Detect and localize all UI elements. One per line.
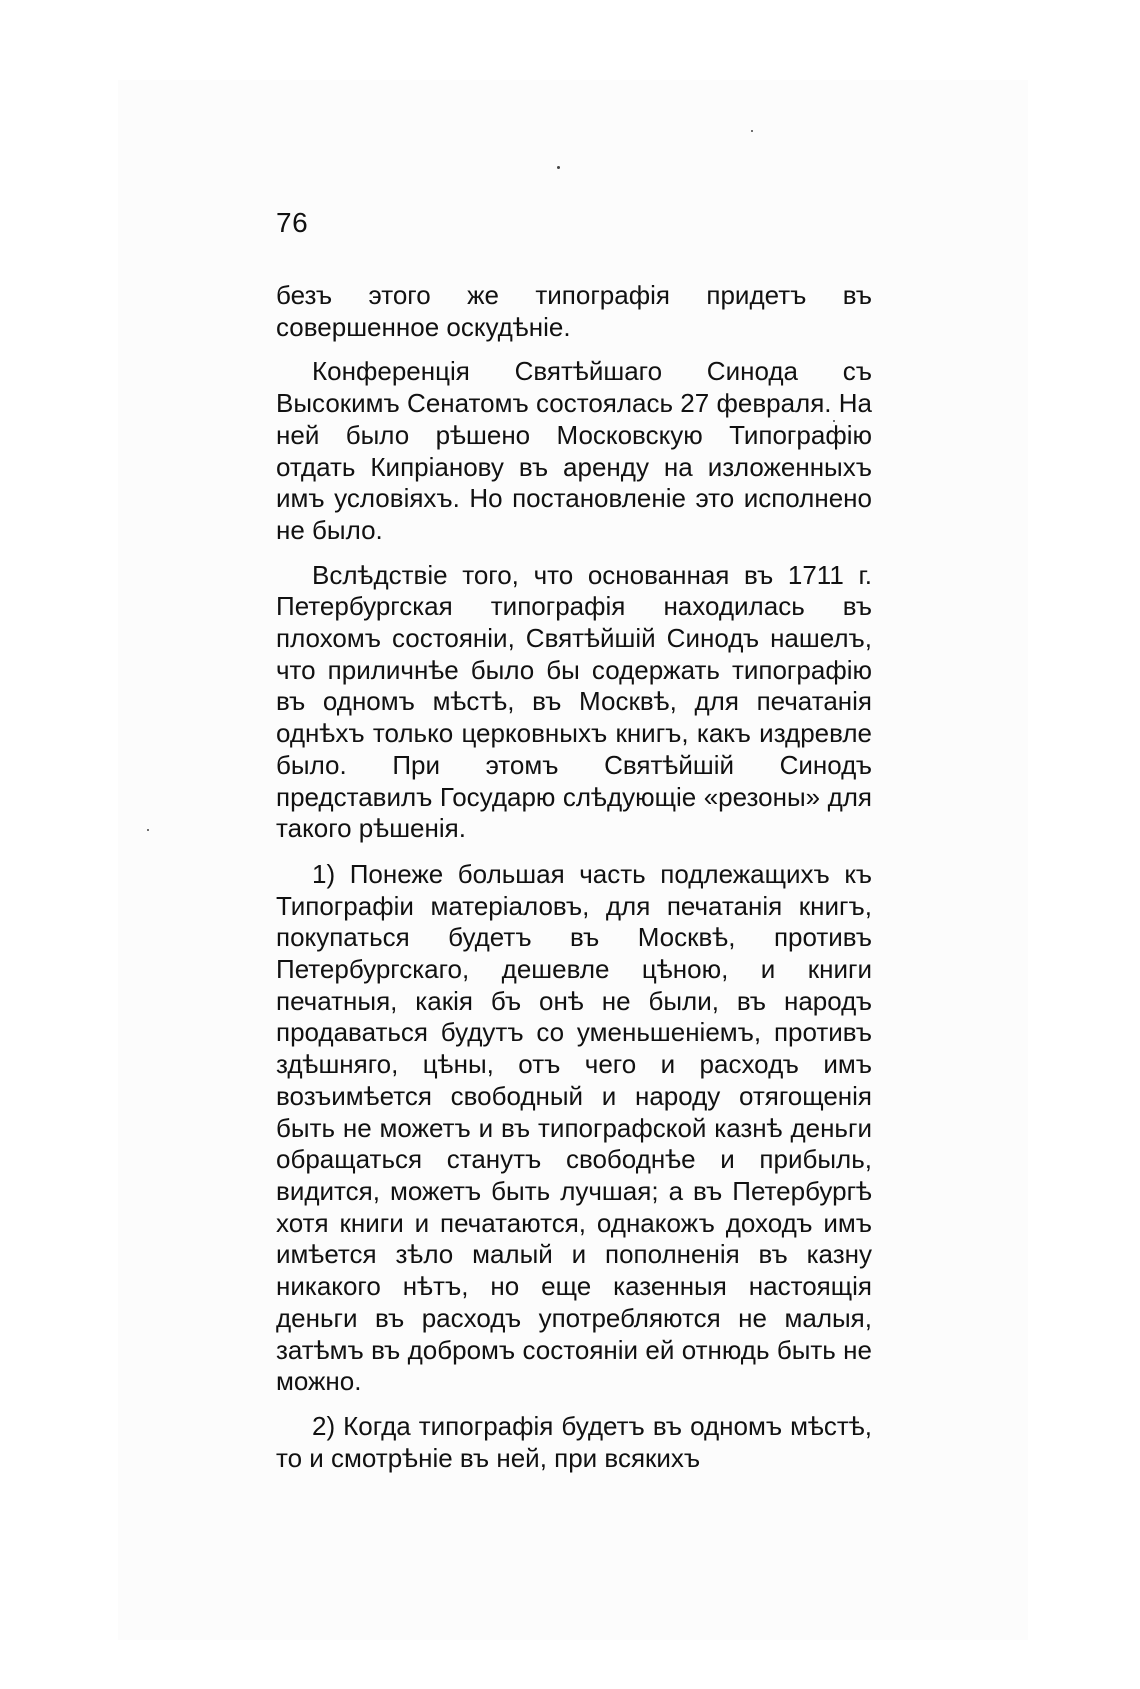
print-speck — [557, 166, 560, 169]
print-speck — [147, 829, 149, 831]
page-number: 76 — [276, 207, 309, 238]
print-speck — [751, 130, 753, 132]
paragraph-petersburg-press: Вслѣдствіе того, что основанная въ 1711 г. Петербургская типографія находилась въ плохомъ состояніи, Святѣйшій Синодъ нашелъ, что приличнѣе было бы содержать типографію въ одномъ мѣстѣ, въ Москвѣ, для печатанія однѣхъ только церковныхъ книгъ, какъ издревле было. При этомъ Святѣйшій Синодъ представилъ Государю слѣдующіе «резоны» для такого рѣшенія. — [276, 559, 872, 844]
paragraph-reason-1: 1) Понеже большая часть подлежащихъ къ Типографіи матеріаловъ, для печатанія книгъ, покупаться будетъ въ Москвѣ, противъ Петербургскаго, дешевле цѣною, и книги печатныя, какія бъ онѣ не были, въ народъ продаваться будутъ со уменьшеніемъ, противъ здѣшняго, цѣны, отъ чего и расходъ имъ возъимѣется свободный и народу отягощенія быть не можетъ и въ типографской казнѣ деньги обращаться станутъ свободнѣе и прибыль, видится, можетъ быть лучшая; а въ Петербургѣ хотя книги и печатаются, однакожъ доходъ имъ имѣется зѣло малый и пополненія въ казну никакого нѣтъ, но еще казенныя настоящія деньги въ расходъ употребляются не малыя, затѣмъ въ добромъ состояніи ей отнюдь быть не можно. — [276, 858, 872, 1397]
paragraph-conference: Конференція Святѣйшаго Синода съ Высокимъ Сенатомъ состоялась 27 февраля. На ней было рѣшено Московскую Типографію отдать Кипріанову въ аренду на изложенныхъ имъ условіяхъ. Но постановленіе это исполнено не было. — [276, 356, 872, 545]
paragraph-continuation: безъ этого же типографія придетъ въ совершенное оскудѣніе. — [276, 280, 872, 342]
body-text — [276, 280, 872, 1474]
paragraph-reason-2: 2) Когда типографія будетъ въ одномъ мѣстѣ, то и смотрѣніе въ ней, при всякихъ — [276, 1410, 872, 1473]
